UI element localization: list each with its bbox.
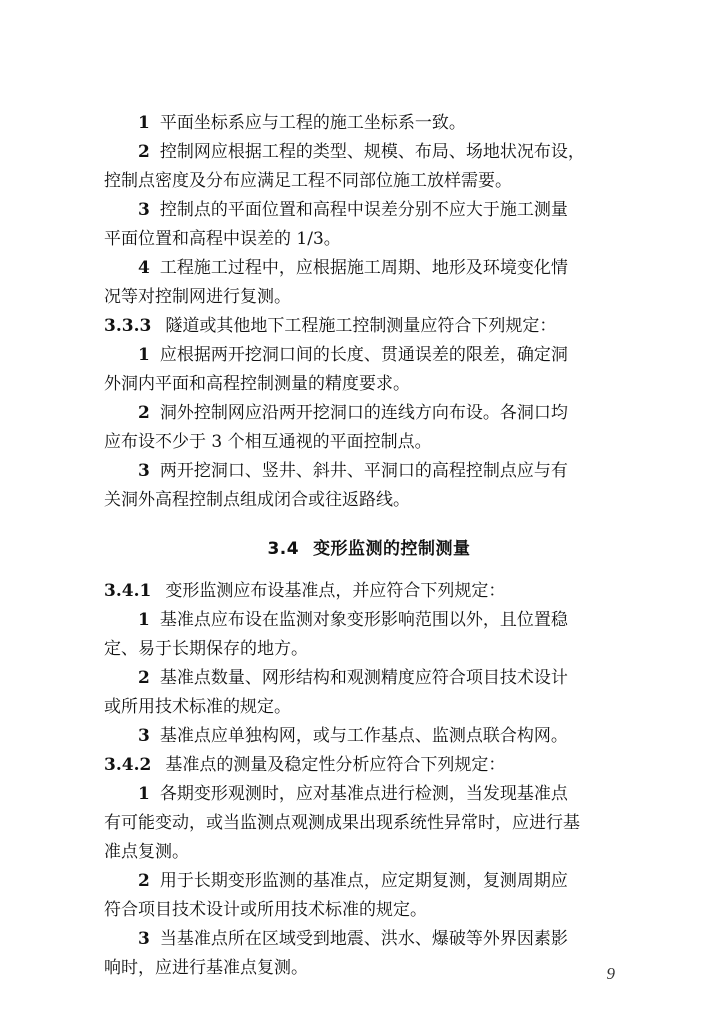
clause-text: 隧道或其他地下工程施工控制测量应符合下列规定：: [165, 316, 557, 336]
item-continuation: 应布设不少于 3 个相互通视的平面控制点。: [104, 432, 432, 452]
page-content: [104, 109, 634, 983]
item-continuation: 关洞外高程控制点组成闭合或往返路线。: [104, 490, 410, 510]
item-text: 基准点数量、网形结构和观测精度应符合项目技术设计: [159, 668, 568, 688]
item-text: 应根据两开挖洞口间的长度、贯通误差的限差，确定洞: [159, 345, 568, 365]
item-continuation: 或所用技术标准的规定。: [104, 697, 291, 717]
item-text: 各期变形观测时，应对基准点进行检测，当发现基准点: [159, 784, 568, 804]
clause-3-4-1: [104, 577, 634, 606]
item-continuation: 响时，应进行基准点复测。: [104, 958, 308, 978]
item-continuation: 况等对控制网进行复测。: [104, 287, 291, 307]
item-number: 3: [138, 929, 150, 949]
item-number: 1: [138, 113, 150, 133]
item-text: 当基准点所在区域受到地震、洪水、爆破等外界因素影: [159, 929, 568, 949]
clause-text: 变形监测应布设基准点，并应符合下列规定：: [165, 581, 506, 601]
item-number: 1: [138, 610, 150, 630]
item-number: 3: [138, 461, 150, 481]
list-item: [104, 196, 634, 225]
item-number: 2: [138, 871, 150, 891]
clause-number: 3.4.1: [104, 581, 152, 601]
item-text: 洞外控制网应沿两开挖洞口的连线方向布设。各洞口均: [159, 403, 568, 423]
list-item: [104, 109, 634, 138]
item-continuation: 外洞内平面和高程控制测量的精度要求。: [104, 374, 410, 394]
item-number: 3: [138, 200, 150, 220]
item-continuation: 准点复测。: [104, 842, 189, 862]
item-number: 2: [138, 403, 150, 423]
item-text: 工程施工过程中，应根据施工周期、地形及环境变化情: [159, 258, 568, 278]
clause-text: 基准点的测量及稳定性分析应符合下列规定：: [165, 755, 506, 775]
item-continuation: 定、易于长期保存的地方。: [104, 639, 308, 659]
clause-number: 3.4.2: [104, 755, 152, 775]
item-continuation: 控制点密度及分布应满足工程不同部位施工放样需要。: [104, 171, 512, 191]
item-text: 基准点应单独构网，或与工作基点、监测点联合构网。: [159, 726, 568, 746]
list-item: [104, 664, 634, 693]
section-title: [267, 534, 470, 559]
section-title-text: 变形监测的控制测量: [313, 538, 471, 559]
item-number: 1: [138, 345, 150, 365]
list-item: [104, 722, 634, 751]
item-number: 3: [138, 726, 150, 746]
list-item: [104, 254, 634, 283]
list-item: [104, 606, 634, 635]
item-continuation: 有可能变动，或当监测点观测成果出现系统性异常时，应进行基: [104, 813, 580, 833]
item-text: 控制点的平面位置和高程中误差分别不应大于施工测量: [159, 200, 568, 220]
item-text: 平面坐标系应与工程的施工坐标系一致。: [159, 113, 466, 133]
clause-3-4-2: [104, 751, 634, 780]
item-continuation: 平面位置和高程中误差的 1/3。: [104, 229, 341, 249]
list-item: [104, 925, 634, 954]
list-item: [104, 867, 634, 896]
list-item: [104, 457, 634, 486]
page-number: 9: [606, 964, 615, 983]
item-text: 控制网应根据工程的类型、规模、布局、场地状况布设，: [159, 142, 585, 162]
item-text: 两开挖洞口、竖井、斜井、平洞口的高程控制点应与有: [159, 461, 568, 481]
item-continuation: 符合项目技术设计或所用技术标准的规定。: [104, 900, 427, 920]
list-item: [104, 780, 634, 809]
list-item: [104, 138, 634, 167]
section-heading: [104, 515, 634, 577]
item-number: 1: [138, 784, 150, 804]
clause-3-3-3: [104, 312, 634, 341]
list-item: [104, 399, 634, 428]
list-item: [104, 341, 634, 370]
item-number: 4: [138, 258, 150, 278]
clause-number: 3.3.3: [104, 316, 152, 336]
item-number: 2: [138, 142, 150, 162]
section-number: 3.4: [267, 538, 300, 559]
item-text: 基准点应布设在监测对象变形影响范围以外，且位置稳: [159, 610, 568, 630]
item-number: 2: [138, 668, 150, 688]
item-text: 用于长期变形监测的基准点，应定期复测，复测周期应: [159, 871, 568, 891]
